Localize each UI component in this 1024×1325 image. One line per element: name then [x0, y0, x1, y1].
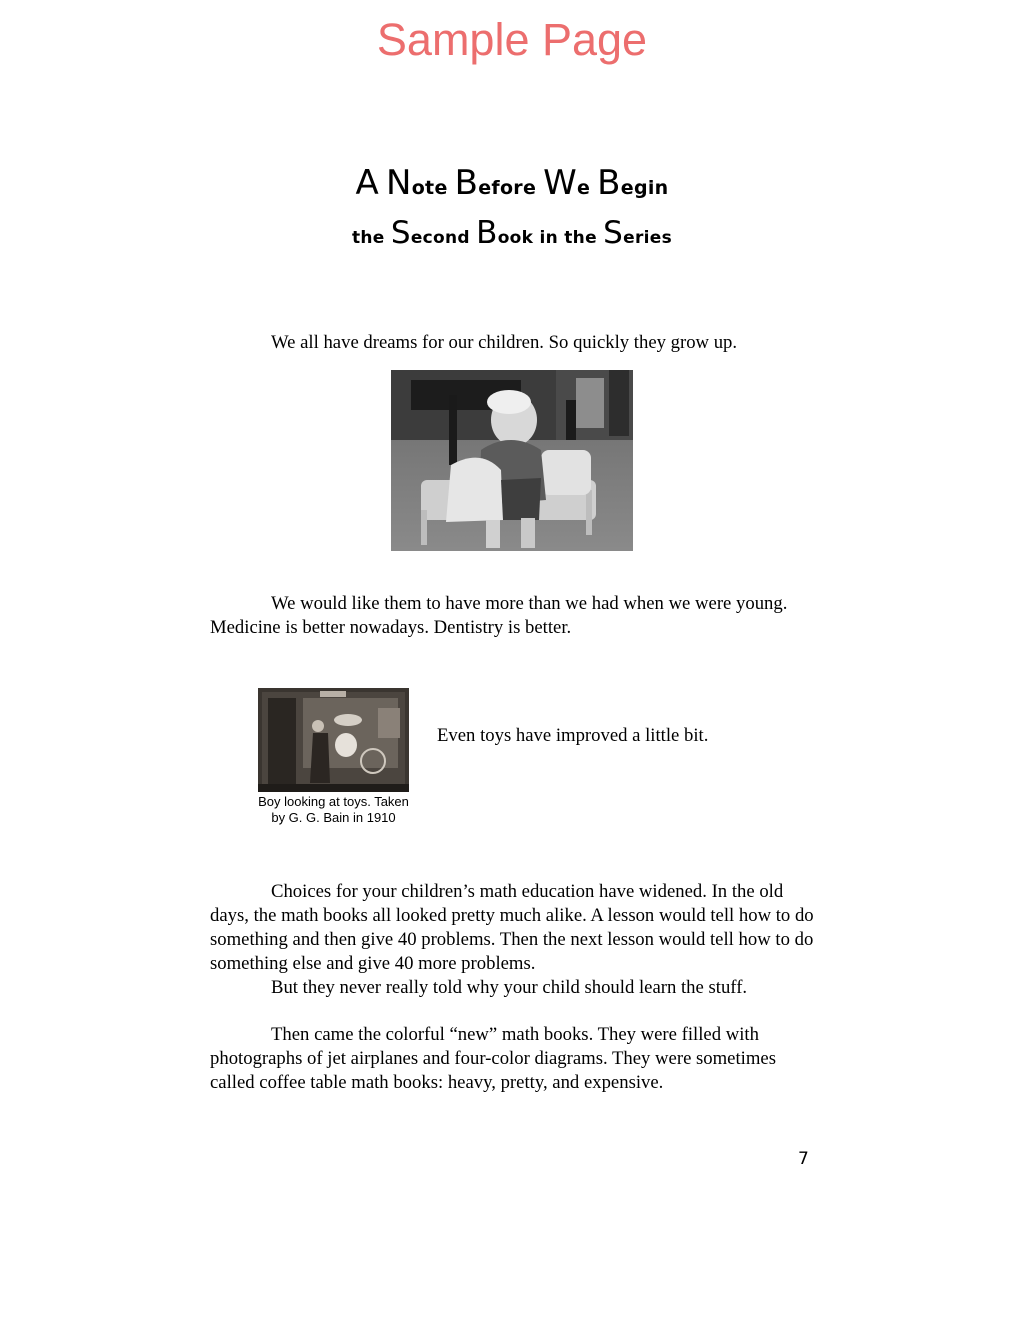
- paragraph-toys: Even toys have improved a little bit.: [437, 725, 709, 746]
- title-word: [352, 228, 385, 248]
- title-word: [454, 163, 537, 203]
- title-word: [540, 228, 559, 248]
- title-word: [355, 163, 380, 203]
- title-word-rest: in: [539, 228, 559, 248]
- title-word: [385, 163, 448, 203]
- figure-caption: Boy looking at toys. Taken by G. G. Bain in 1910: [258, 794, 409, 825]
- page-title-line-1: [0, 163, 1024, 203]
- title-initial: B: [476, 215, 498, 251]
- paragraph-choices: Choices for your children’s math education have widened. In the old days, the math books all looked pretty much alike. A lesson would tell how to do something and then give 40 problems. Then the next lesson would tell how to do something else and give 40 more problems.: [210, 881, 814, 974]
- title-initial: W: [543, 163, 578, 203]
- paragraph-dreams: We all have dreams for our children. So quickly they grow up.: [271, 332, 738, 353]
- paragraph-never-told: But they never really told why your child should learn the stuff.: [271, 977, 748, 998]
- title-word-rest: e: [577, 177, 591, 199]
- boy-photo-image: [258, 688, 409, 792]
- title-word-rest: egin: [620, 177, 669, 199]
- title-word-rest: the: [351, 228, 385, 248]
- title-word: [603, 215, 673, 251]
- title-word: [564, 228, 597, 248]
- boy-looking-at-toys-photo: [258, 688, 409, 792]
- title-word-rest: econd: [410, 228, 470, 248]
- title-initial: B: [454, 163, 479, 203]
- page-number: 7: [798, 1149, 809, 1169]
- title-word: [543, 163, 591, 203]
- title-word-rest: ook: [497, 228, 534, 248]
- child-photo-image: [391, 370, 633, 551]
- title-word-rest: eries: [623, 228, 673, 248]
- title-initial: B: [597, 163, 621, 203]
- title-initial: A: [355, 163, 380, 203]
- sample-page-watermark: Sample Page: [376, 14, 648, 65]
- title-initial: S: [390, 215, 411, 251]
- page-title-line-2: [0, 215, 1024, 251]
- title-word: [390, 215, 470, 251]
- paragraph-new-math: Then came the colorful “new” math books. They were filled with photographs of jet airplanes and four-color diagrams. They were sometimes called coffee table math books: heavy, pretty, and expensive.: [210, 1024, 776, 1093]
- title-initial: N: [385, 163, 412, 203]
- title-word: [476, 215, 534, 251]
- title-initial: S: [603, 215, 624, 251]
- title-word-rest: the: [564, 228, 597, 248]
- paragraph-more-than-we-had: We would like them to have more than we had when we were young. Medicine is better nowadays. Dentistry is better.: [210, 593, 788, 638]
- title-word: [597, 163, 669, 203]
- title-word-rest: efore: [478, 177, 537, 199]
- title-word-rest: ote: [411, 177, 448, 199]
- child-on-toy-bed-photo: [391, 370, 633, 551]
